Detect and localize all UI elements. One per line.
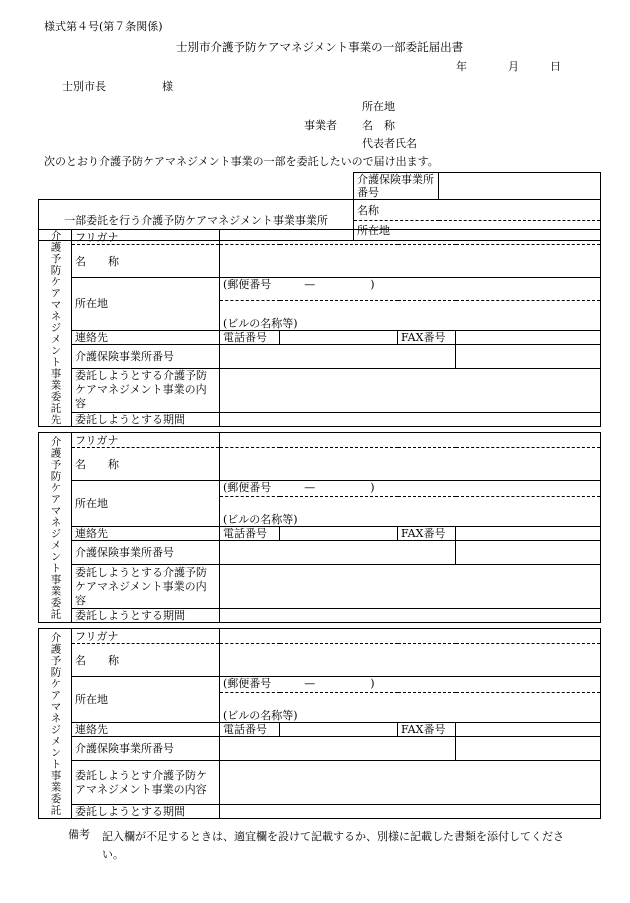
phone-label: 電話番号 bbox=[220, 723, 280, 737]
insurance-number-field[interactable] bbox=[220, 737, 456, 761]
fax-field[interactable] bbox=[456, 527, 601, 541]
fax-label: FAX番号 bbox=[398, 330, 456, 344]
content-field[interactable] bbox=[220, 368, 601, 412]
furigana-field[interactable] bbox=[220, 230, 601, 245]
name-label: 名 称 bbox=[72, 644, 220, 677]
provider-insurance-label: 介護保険事業所番号 bbox=[354, 173, 439, 200]
phone-label: 電話番号 bbox=[220, 330, 280, 344]
note-label: 備考 bbox=[68, 828, 90, 841]
address-label: 所在地 bbox=[72, 278, 220, 331]
contractor-table-3 bbox=[38, 628, 601, 819]
form-number: 様式第４号(第７条関係) bbox=[44, 20, 163, 33]
phone-label: 電話番号 bbox=[220, 527, 280, 541]
postal-code-field[interactable]: (郵便番号 — ) bbox=[220, 481, 601, 497]
applicant-label: 事業者 bbox=[304, 119, 337, 132]
phone-field[interactable] bbox=[280, 330, 398, 344]
phone-field[interactable] bbox=[280, 723, 398, 737]
note-text: 記入欄が不足するときは、適宜欄を設けて記載するか、別様に記載した書類を添付してください。 bbox=[102, 830, 564, 861]
content-field[interactable] bbox=[220, 565, 601, 609]
insurance-number-field[interactable] bbox=[220, 541, 456, 565]
applicant-name-label: 名 称 bbox=[362, 119, 395, 132]
furigana-label: フリガナ bbox=[72, 230, 220, 245]
content-label: 委託しようとする介護予防ケアマネジメント事業の内容 bbox=[72, 565, 220, 609]
name-field[interactable] bbox=[220, 448, 601, 481]
name-field[interactable] bbox=[220, 245, 601, 278]
contact-label: 連絡先 bbox=[72, 723, 220, 737]
intro-text: 次のとおり介護予防ケアマネジメント事業の一部を委託したいので届け出ます。 bbox=[44, 155, 439, 168]
phone-field[interactable] bbox=[280, 527, 398, 541]
building-field[interactable]: (ビルの名称等) bbox=[220, 693, 601, 723]
provider-section-label: 一部委託を行う介護予防ケアマネジメント事業事業所 bbox=[39, 200, 354, 241]
addressee-name: 士別市長 bbox=[62, 80, 106, 93]
contact-label: 連絡先 bbox=[72, 330, 220, 344]
furigana-label: フリガナ bbox=[72, 433, 220, 448]
name-label: 名 称 bbox=[72, 245, 220, 278]
period-field[interactable] bbox=[220, 609, 601, 623]
period-field[interactable] bbox=[220, 412, 601, 426]
date-month: 月 bbox=[508, 60, 519, 73]
name-field[interactable] bbox=[220, 644, 601, 677]
insurance-number-field[interactable] bbox=[220, 344, 456, 368]
furigana-field[interactable] bbox=[220, 629, 601, 644]
name-label: 名 称 bbox=[72, 448, 220, 481]
fax-label: FAX番号 bbox=[398, 723, 456, 737]
contractor-side-label: 介護予防ケアマネジメント事業委託先 bbox=[39, 230, 72, 427]
address-label: 所在地 bbox=[72, 677, 220, 723]
period-label: 委託しようとする期間 bbox=[72, 609, 220, 623]
contractor-side-label: 介護予防ケアマネジメント事業委託 bbox=[39, 433, 72, 623]
page-title: 士別市介護予防ケアマネジメント事業の一部委託届出書 bbox=[176, 40, 464, 54]
insurance-number-label: 介護保険事業所番号 bbox=[72, 541, 220, 565]
contractor-side-label: 介護予防ケアマネジメント事業委託 bbox=[39, 629, 72, 819]
period-field[interactable] bbox=[220, 805, 601, 819]
period-label: 委託しようとする期間 bbox=[72, 412, 220, 426]
fax-field[interactable] bbox=[456, 330, 601, 344]
content-label: 委託しようとす介護予防ケアマネジメント事業の内容 bbox=[72, 761, 220, 805]
provider-address-label: 所在地 bbox=[354, 221, 439, 241]
contractor-table-2 bbox=[38, 432, 601, 623]
furigana-field[interactable] bbox=[220, 433, 601, 448]
building-field[interactable]: (ビルの名称等) bbox=[220, 300, 601, 330]
building-field[interactable]: (ビルの名称等) bbox=[220, 497, 601, 527]
insurance-number-label: 介護保険事業所番号 bbox=[72, 737, 220, 761]
contractor-table-1 bbox=[38, 229, 601, 427]
contact-label: 連絡先 bbox=[72, 527, 220, 541]
fax-label: FAX番号 bbox=[398, 527, 456, 541]
provider-name-field[interactable] bbox=[439, 200, 601, 221]
provider-name-label: 名称 bbox=[354, 200, 439, 221]
fax-field[interactable] bbox=[456, 723, 601, 737]
postal-code-field[interactable]: (郵便番号 — ) bbox=[220, 677, 601, 693]
applicant-address-label: 所在地 bbox=[362, 100, 395, 113]
furigana-label: フリガナ bbox=[72, 629, 220, 644]
period-label: 委託しようとする期間 bbox=[72, 805, 220, 819]
insurance-number-label: 介護保険事業所番号 bbox=[72, 344, 220, 368]
postal-code-field[interactable]: (郵便番号 — ) bbox=[220, 278, 601, 301]
address-label: 所在地 bbox=[72, 481, 220, 527]
content-label: 委託しようとする介護予防ケアマネジメント事業の内容 bbox=[72, 368, 220, 412]
date-day: 日 bbox=[550, 60, 561, 73]
content-field[interactable] bbox=[220, 761, 601, 805]
addressee-honorific: 様 bbox=[162, 80, 173, 93]
applicant-representative-label: 代表者氏名 bbox=[362, 137, 417, 150]
date-year: 年 bbox=[456, 60, 467, 73]
provider-insurance-number-field[interactable] bbox=[439, 173, 601, 200]
